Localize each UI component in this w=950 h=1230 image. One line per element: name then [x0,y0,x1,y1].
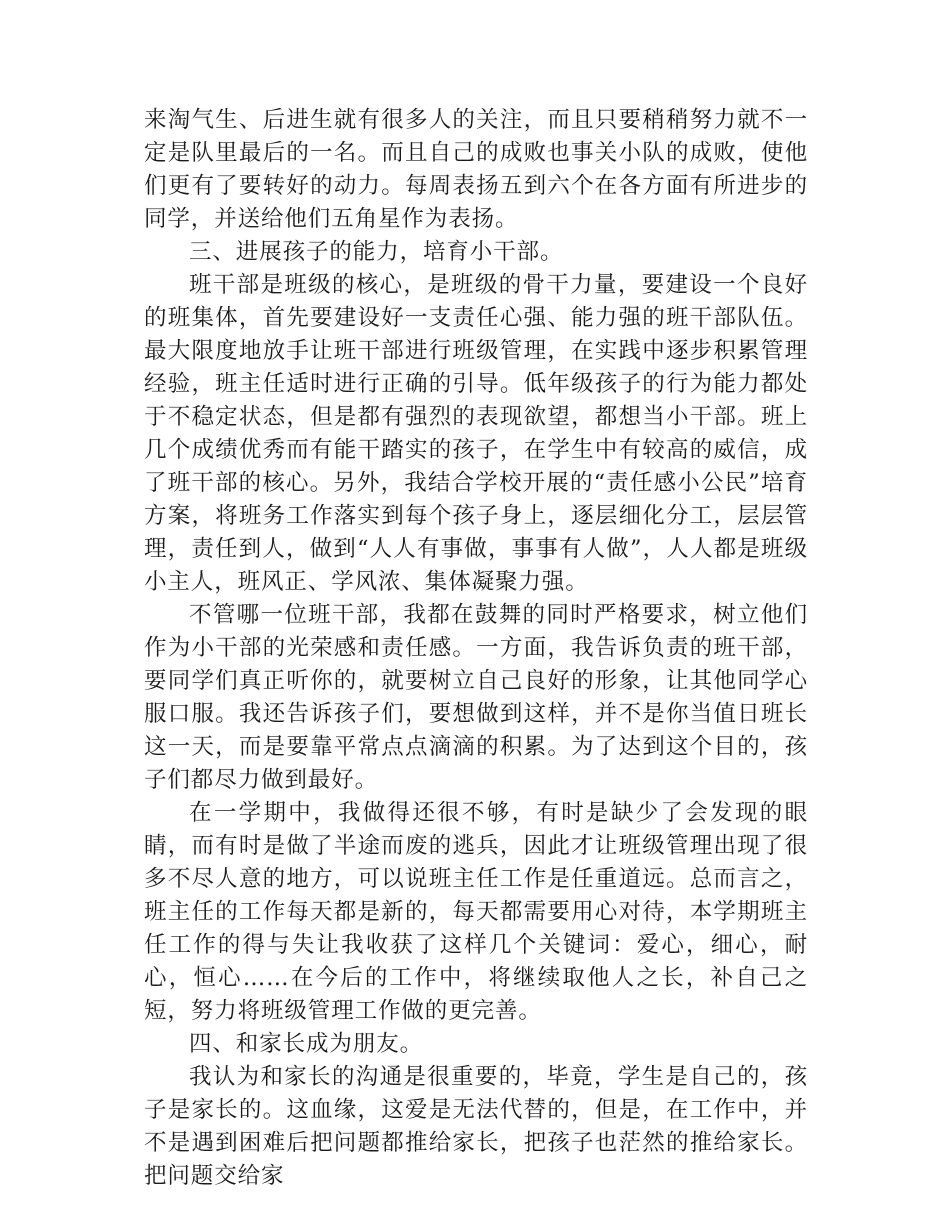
paragraph-continuation: 来淘气生、后进生就有很多人的关注，而且只要稍稍努力就不一定是队里最后的一名。而且自己的成败也事关小队的成败，使他们更有了要转好的动力。每周表扬五到六个在各方面有所进步的同学，并送给他们五角星作为表扬。 [144,107,808,232]
paragraph-semester-summary: 在一学期中，我做得还很不够，有时是缺少了会发现的眼睛，而有时是做了半途而废的逃兵，因此才让班级管理出现了很多不尽人意的地方，可以说班主任工作是任重道远。总而言之，班主任的工作每天都是新的，每天都需要用心对待，本学期班主任工作的得与失让我收获了这样几个关键词：爱心，细心，耐心，恒心……在今后的工作中，将继续取他人之长，补自己之短，努力将班级管理工作做的更完善。 [144,800,808,1024]
paragraph-parent-communication: 我认为和家长的沟通是很重要的，毕竟，学生是自己的，孩子是家长的。这血缘，这爱是无法代替的，但是，在工作中，并不是遇到困难后把问题都推给家长，把孩子也茫然的推给家长。把问题交给家 [144,1064,808,1189]
paragraph-class-cadres: 班干部是班级的核心，是班级的骨干力量，要建设一个良好的班集体，首先要建设好一支责任心强、能力强的班干部队伍。最大限度地放手让班干部进行班级管理，在实践中逐步积累管理经验，班主任适时进行正确的引导。低年级孩子的行为能力都处于不稳定状态，但是都有强烈的表现欲望，都想当小干部。班上几个成绩优秀而有能干踏实的孩子，在学生中有较高的威信，成了班干部的核心。另外，我结合学校开展的“责任感小公民”培育方案，将班务工作落实到每个孩子身上，逐层细化分工，层层管理，责任到人，做到“人人有事做，事事有人做”，人人都是班级小主人，班风正、学风浓、集体凝聚力强。 [144,272,808,595]
document-body [144,104,808,1193]
section-heading-four: 四、和家长成为朋友。 [189,1031,424,1057]
paragraph-cadre-requirements: 不管哪一位班干部，我都在鼓舞的同时严格要求，树立他们作为小干部的光荣感和责任感。一方面，我告诉负责的班干部，要同学们真正听你的，就要树立自己良好的形象，让其他同学心服口服。我还告诉孩子们，要想做到这样，并不是你当值日班长这一天，而是要靠平常点点滴滴的积累。为了达到这个目的，孩子们都尽力做到最好。 [144,602,808,793]
section-heading-three: 三、进展孩子的能力，培育小干部。 [189,239,564,265]
